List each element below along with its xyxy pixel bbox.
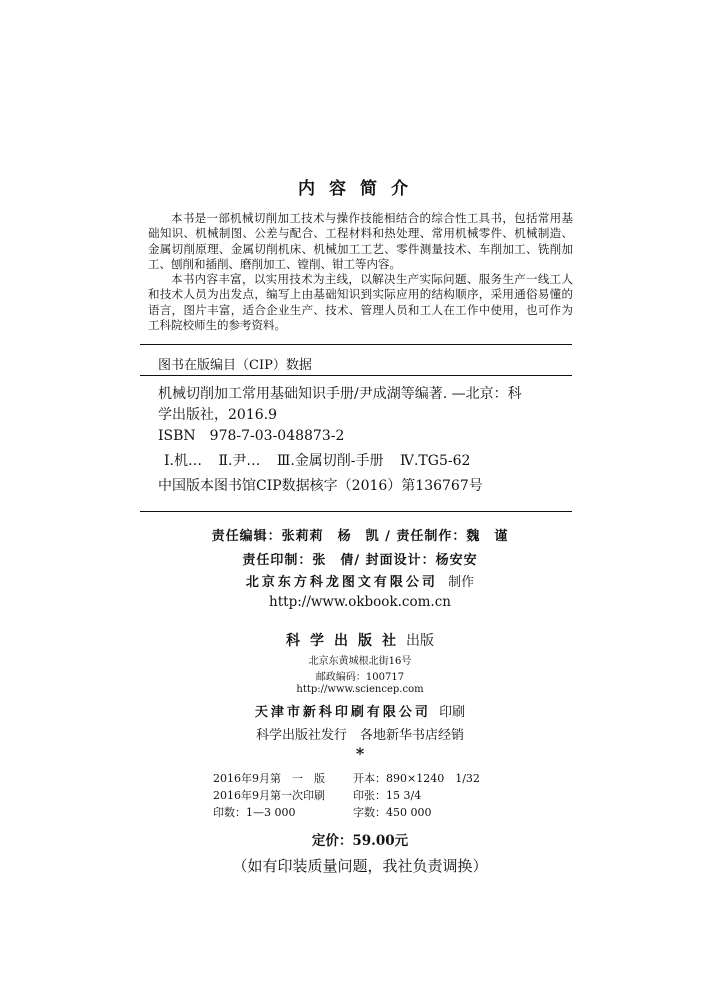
cip-line-2: 学出版社，2016.9 (158, 407, 277, 423)
publisher (0, 630, 720, 650)
divider-top (140, 344, 572, 345)
cip-isbn: ISBN 978-7-03-048873-2 (158, 428, 345, 444)
cip-line-1: 机械切削加工常用基础知识手册/尹成湖等编著. —北京：科 (158, 386, 522, 402)
publisher-url: http://www.sciencep.com (296, 684, 424, 695)
printer (0, 701, 720, 720)
classification-3: Ⅲ.金属切削-手册 (276, 453, 384, 469)
publisher-name: 科学出版社 (286, 633, 406, 649)
quality-notice: （如有印装质量问题，我社负责调换） (232, 857, 488, 875)
intro-paragraph-2: 本书内容丰富，以实用技术为主线，以解决生产实际问题、服务生产一线工人和技术人员为出发点，编写上由基础知识到实际应用的结构顺序，采用通俗易懂的语言，图片丰富，适合企业生产、技术、管理人员和工人在工作中使用，也可作为工科院校师生的参考资料。 (148, 272, 573, 333)
spec-copies: 印数：1—3 000 (213, 806, 296, 819)
publisher-postcode: 邮政编码：100717 (315, 672, 405, 683)
printer-name: 天津市新科印刷有限公司 (254, 705, 431, 720)
intro-paragraph-1: 本书是一部机械切削加工技术与操作技能相结合的综合性工具书，包括常用基础知识、机械制图、公差与配合、工程材料和热处理、常用机械零件、机械制造、金属切削原理、金属切削机床、机械加工工艺、零件测量技术、车削加工、铣削加工、刨削和插削、磨削加工、镗削、钳工等内容。 (148, 211, 573, 271)
producer-url: http://www.okbook.com.cn (269, 594, 451, 610)
classification-2: Ⅱ.尹… (218, 453, 261, 469)
spec-sheets: 印张：15 3/4 (353, 789, 422, 802)
classification-1: Ⅰ.机… (164, 453, 202, 469)
producer (0, 571, 720, 590)
printer-role: 印刷 (439, 705, 466, 720)
cip-heading: 图书在版编目（CIP）数据 (158, 358, 312, 373)
cip-record: 中国版本图书馆CIP数据核字（2016）第136767号 (158, 478, 483, 494)
separator-star: * (355, 744, 365, 763)
spec-words: 字数：450 000 (353, 806, 432, 819)
credits-line-1: 责任编辑：张莉莉 杨 凯 / 责任制作：魏 谨 (211, 529, 509, 544)
producer-name: 北京东方科龙图文有限公司 (245, 575, 438, 590)
spec-format: 开本：890×1240 1/32 (353, 772, 480, 785)
distribution: 科学出版社发行 各地新华书店经销 (255, 728, 464, 743)
price: 定价：59.00元 (311, 833, 409, 849)
intro-title: 内容简介 (298, 179, 422, 199)
divider-bottom (140, 511, 572, 512)
cip-block (158, 384, 578, 497)
credits-line-2: 责任印制：张 倩/ 封面设计：杨安安 (242, 553, 478, 568)
publisher-role: 出版 (406, 633, 434, 649)
spec-printing: 2016年9月第一次印刷 (213, 789, 325, 802)
divider-cip (140, 375, 572, 376)
cip-classification (158, 451, 578, 472)
classification-4: Ⅳ.TG5-62 (400, 453, 471, 469)
publisher-address: 北京东黄城根北街16号 (308, 656, 412, 667)
intro-text (148, 211, 573, 333)
spec-edition: 2016年9月第 一 版 (213, 772, 325, 785)
producer-role: 制作 (448, 575, 475, 590)
